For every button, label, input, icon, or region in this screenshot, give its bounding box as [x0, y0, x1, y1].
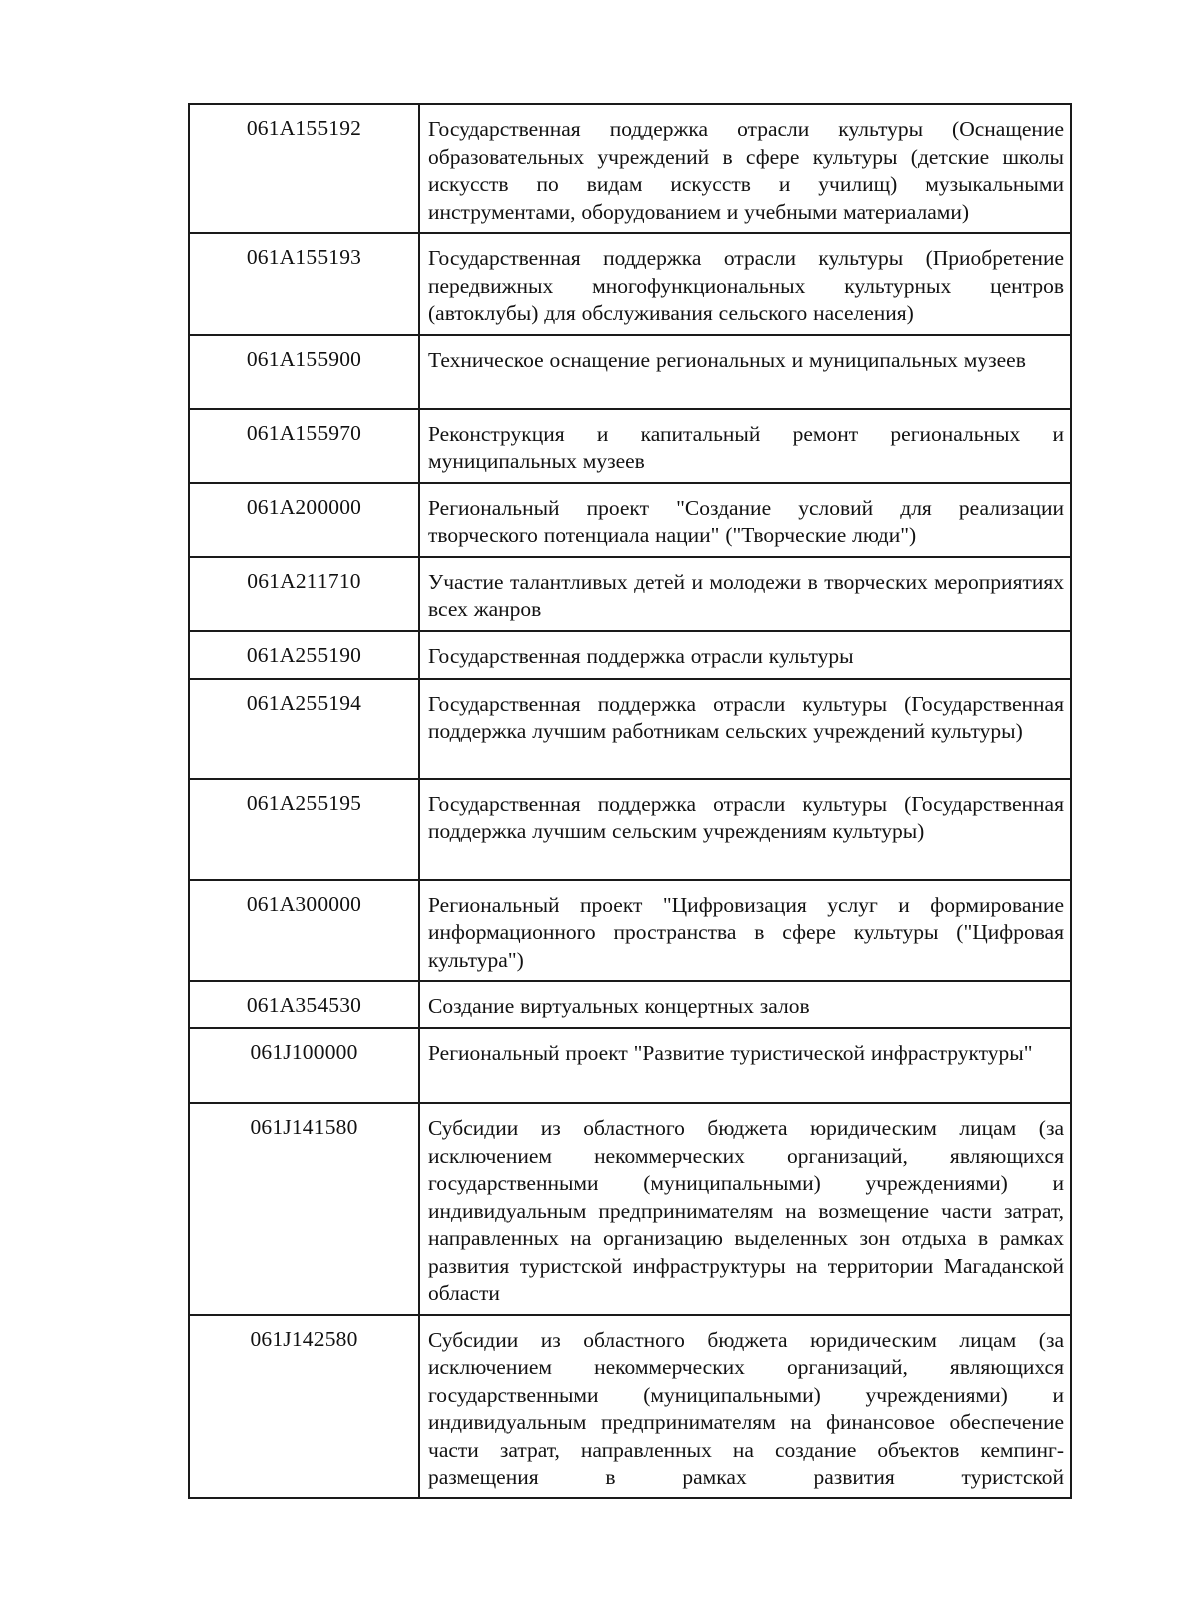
table-row — [189, 981, 1071, 1028]
description-cell: Субсидии из областного бюджета юридическим лицам (за исключением некоммерческих организаций, являющихся государственными (муниципальными) учреждениями) и индивидуальным предпринимателям на возмещение части затрат, направленных на организацию выделенных зон отдыха в рамках развития туристской инфраструктуры на территории Магаданской области — [419, 1103, 1071, 1315]
code-cell: 061J141580 — [189, 1103, 419, 1315]
budget-code-table — [188, 103, 1072, 1499]
description-cell: Региональный проект "Развитие туристической инфраструктуры" — [419, 1028, 1071, 1103]
description-cell: Техническое оснащение региональных и муниципальных музеев — [419, 335, 1071, 409]
description-cell: Участие талантливых детей и молодежи в творческих мероприятиях всех жанров — [419, 557, 1071, 631]
table-row — [189, 631, 1071, 679]
code-cell: 061J142580 — [189, 1315, 419, 1498]
table-row — [189, 1028, 1071, 1103]
description-cell: Государственная поддержка отрасли культуры (Государственная поддержка лучшим работникам сельских учреждений культуры) — [419, 679, 1071, 779]
code-cell: 061A255190 — [189, 631, 419, 679]
description-cell: Региональный проект "Цифровизация услуг и формирование информационного пространства в сфере культуры ("Цифровая культура") — [419, 880, 1071, 982]
description-cell: Реконструкция и капитальный ремонт региональных и муниципальных музеев — [419, 409, 1071, 483]
code-cell: 061A300000 — [189, 880, 419, 982]
description-cell: Государственная поддержка отрасли культуры (Приобретение передвижных многофункциональных культурных центров (автоклубы) для обслуживания сельского населения) — [419, 233, 1071, 335]
code-cell: 061A255195 — [189, 779, 419, 880]
table-row — [189, 1103, 1071, 1315]
code-cell: 061A200000 — [189, 483, 419, 557]
code-cell: 061A155970 — [189, 409, 419, 483]
code-cell: 061J100000 — [189, 1028, 419, 1103]
code-cell: 061A211710 — [189, 557, 419, 631]
table-body — [189, 104, 1071, 1498]
code-cell: 061A354530 — [189, 981, 419, 1028]
table-row — [189, 679, 1071, 779]
table-row — [189, 1315, 1071, 1498]
description-cell: Создание виртуальных концертных залов — [419, 981, 1071, 1028]
code-cell: 061A155193 — [189, 233, 419, 335]
table-row — [189, 409, 1071, 483]
code-cell: 061A155900 — [189, 335, 419, 409]
code-cell: 061A155192 — [189, 104, 419, 233]
table-row — [189, 779, 1071, 880]
description-cell: Государственная поддержка отрасли культуры — [419, 631, 1071, 679]
description-cell: Субсидии из областного бюджета юридическим лицам (за исключением некоммерческих организаций, являющихся государственными (муниципальными) учреждениями) и индивидуальным предпринимателям на финансовое обеспечение части затрат, направленных на создание объектов кемпинг-размещения в рамках развития туристской — [419, 1315, 1071, 1498]
description-cell: Государственная поддержка отрасли культуры (Оснащение образовательных учреждений в сфере культуры (детские школы искусств по видам искусств и училищ) музыкальными инструментами, оборудованием и учебными материалами) — [419, 104, 1071, 233]
description-cell: Государственная поддержка отрасли культуры (Государственная поддержка лучшим сельским учреждениям культуры) — [419, 779, 1071, 880]
table-row — [189, 557, 1071, 631]
table-row — [189, 483, 1071, 557]
table-row — [189, 233, 1071, 335]
table-row — [189, 104, 1071, 233]
table-row — [189, 335, 1071, 409]
table-row — [189, 880, 1071, 982]
description-cell: Региональный проект "Создание условий для реализации творческого потенциала нации" ("Творческие люди") — [419, 483, 1071, 557]
code-cell: 061A255194 — [189, 679, 419, 779]
